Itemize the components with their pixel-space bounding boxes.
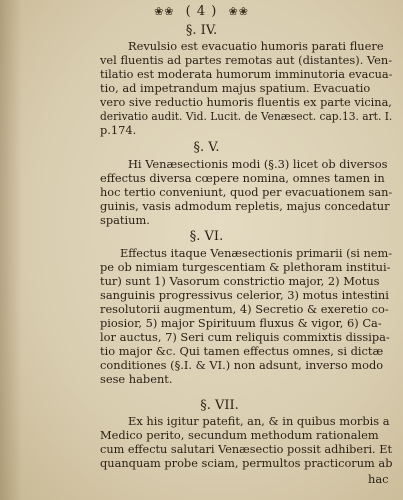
text-line: lor auctus, 7) Seri cum reliquis commixtis dissipa-	[100, 330, 390, 344]
ornament-left: ❀❀	[154, 5, 175, 18]
ornament-right: ❀❀	[228, 5, 249, 18]
text-line: tio, ad impetrandum majus spatium. Evacuatio	[100, 81, 371, 95]
section-heading-vii: §. VII.	[200, 398, 239, 413]
page-header	[0, 4, 403, 19]
text-line: sese habent.	[100, 372, 173, 386]
page-gutter-shadow	[0, 0, 22, 500]
section-heading-v: §. V.	[193, 140, 220, 155]
section-heading-vi: §. VI.	[189, 229, 224, 244]
text-line: pe ob nimiam turgescentiam & plethoram institui-	[100, 260, 391, 274]
page-number: ( 4 )	[185, 4, 218, 19]
text-line: derivatio audit. Vid. Lucit. de Venæsect. cap.13. art. I.	[100, 109, 393, 123]
text-line: piosior, 5) major Spirituum fluxus & vigor, 6) Ca-	[100, 316, 382, 330]
text-line: Ex his igitur patefit, an, & in quibus morbis a	[128, 414, 390, 428]
catchword: hac	[368, 472, 389, 486]
text-line: guinis, vasis admodum repletis, majus concedatur	[100, 199, 390, 213]
text-line: sanguinis progressivus celerior, 3) motus intestini	[100, 288, 389, 302]
text-line: conditiones (§.I. & VI.) non adsunt, inverso modo	[100, 358, 384, 372]
text-line: tio major &c. Qui tamen effectus omnes, si dictæ	[100, 344, 384, 358]
text-line: resolutorii augmentum, 4) Secretio & exeretio co-	[100, 302, 389, 316]
text-line: vero sive reductio humoris fluentis ex parte vicina,	[100, 95, 392, 109]
text-line: hoc tertio conveniunt, quod per evacuationem san-	[100, 185, 393, 199]
text-line: tur) sunt 1) Vasorum constrictio major, 2) Motus	[100, 274, 380, 288]
text-line: tilatio est moderata humorum imminutoria evacua-	[100, 67, 393, 81]
text-line: spatium.	[100, 213, 150, 227]
text-line: p.174.	[100, 123, 137, 137]
text-line: Revulsio est evacuatio humoris parati fluere	[128, 39, 384, 53]
text-line: Hi Venæsectionis modi (§.3) licet ob diversos	[128, 157, 388, 171]
text-line: vel fluentis ad partes remotas aut (distantes). Ven-	[100, 53, 393, 67]
text-line: effectus diversa cœpere nomina, omnes tamen in	[100, 171, 385, 185]
text-line: Effectus itaque Venæsectionis primarii (si nem-	[120, 246, 393, 260]
text-line: quanquam probe sciam, permultos practicorum ab	[100, 456, 393, 470]
text-line: cum effectu salutari Venæsectio possit adhiberi. Et	[100, 442, 393, 456]
text-line: Medico perito, secundum methodum rationalem	[100, 428, 379, 442]
section-heading-iv: §. IV.	[185, 23, 218, 38]
